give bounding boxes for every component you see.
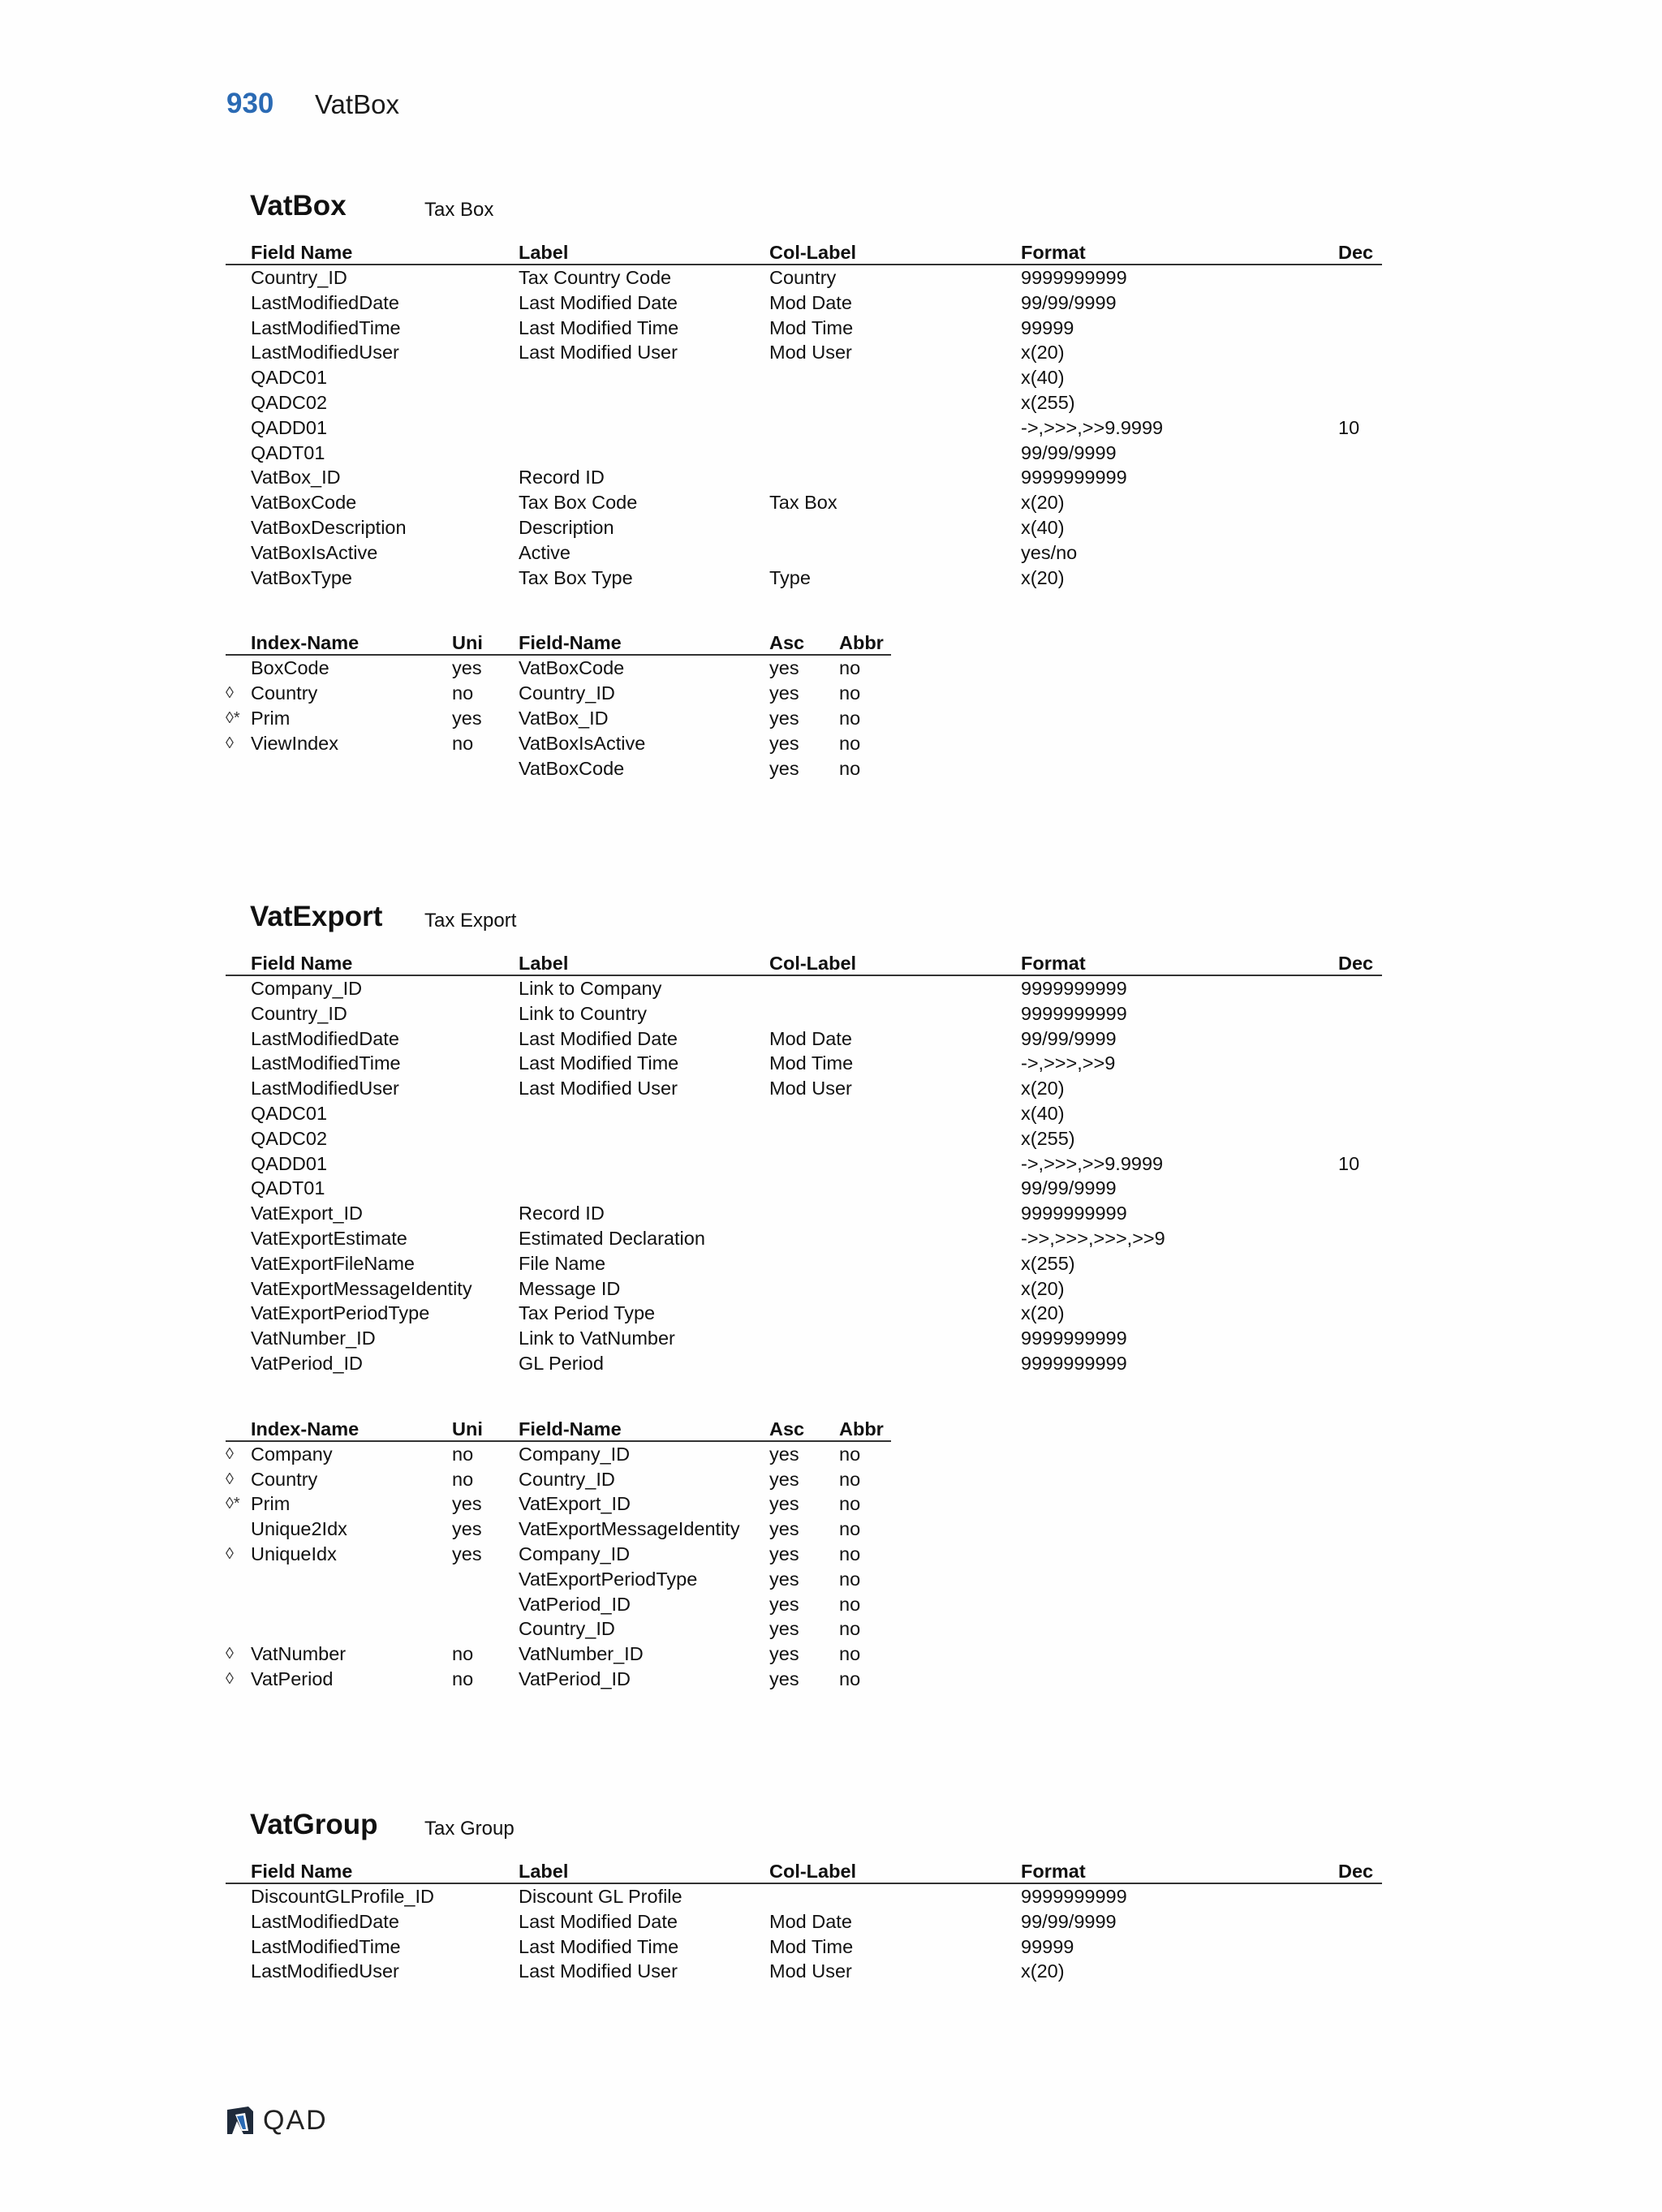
index-unique: yes [452, 1493, 482, 1515]
field-label: Last Modified Date [519, 1910, 678, 1932]
field-name: VatBoxType [251, 566, 352, 588]
field-row [226, 1151, 1382, 1177]
field-format: 99999 [1021, 1935, 1074, 1957]
index-column-header-asc: Asc [769, 632, 805, 654]
page-header-title: VatBox [315, 89, 399, 119]
field-row [226, 1001, 1382, 1026]
index-field-name: VatExportPeriodType [519, 1568, 698, 1590]
field-col-label: Mod Date [769, 1910, 852, 1932]
index-column-header-uni: Uni [452, 1418, 483, 1440]
table-description: Tax Box [424, 199, 494, 221]
index-field-name: VatBoxIsActive [519, 732, 646, 754]
index-row [226, 1442, 1382, 1467]
index-ascending: yes [769, 732, 799, 754]
field-label: Last Modified Date [519, 1027, 678, 1049]
field-name: QADC01 [251, 367, 328, 389]
index-column-header-field: Field-Name [519, 1418, 622, 1440]
field-row [226, 1126, 1382, 1151]
field-col-label: Tax Box [769, 492, 837, 514]
index-marker: ◊ [226, 1470, 234, 1488]
field-label: Link to VatNumber [519, 1328, 675, 1349]
field-name: LastModifiedUser [251, 1078, 399, 1100]
index-marker: ◊* [226, 708, 240, 727]
index-marker: ◊ [226, 1669, 234, 1688]
index-marker: ◊* [226, 1495, 240, 1513]
index-abbreviated: no [839, 1518, 861, 1540]
field-format: x(40) [1021, 516, 1065, 538]
field-label: Last Modified Time [519, 1935, 679, 1957]
field-row [226, 1884, 1382, 1909]
index-unique: no [452, 1443, 474, 1465]
table-name: VatExport [250, 901, 383, 932]
field-name: LastModifiedUser [251, 342, 399, 364]
field-row [226, 1934, 1382, 1960]
field-name: DiscountGLProfile_ID [251, 1886, 434, 1907]
field-row [226, 1959, 1382, 1984]
index-abbreviated: no [839, 1543, 861, 1564]
field-format: x(20) [1021, 1078, 1065, 1100]
field-col-label: Mod User [769, 342, 852, 364]
field-format: x(255) [1021, 1252, 1075, 1274]
column-header-dec: Dec [1338, 953, 1374, 974]
column-header-name: Field Name [251, 953, 353, 974]
index-field-name: Country_ID [519, 682, 615, 704]
index-table-header [226, 630, 891, 656]
field-row [226, 290, 1382, 316]
field-row [226, 566, 1382, 591]
index-ascending: yes [769, 1618, 799, 1640]
field-row [226, 1201, 1382, 1226]
qad-logo-icon [226, 2107, 255, 2134]
field-format: 9999999999 [1021, 1886, 1127, 1907]
column-header-col-label: Col-Label [769, 953, 857, 974]
index-ascending: yes [769, 657, 799, 679]
index-field-name: Company_ID [519, 1543, 631, 1564]
index-row [226, 731, 1382, 756]
field-row [226, 465, 1382, 490]
field-row [226, 1276, 1382, 1302]
index-name: Prim [251, 1493, 291, 1515]
index-abbreviated: no [839, 732, 861, 754]
index-row [226, 1491, 1382, 1517]
index-unique: no [452, 682, 474, 704]
field-label: Last Modified Date [519, 291, 678, 313]
index-name: VatNumber [251, 1643, 347, 1665]
field-format: 99/99/9999 [1021, 291, 1117, 313]
field-format: x(20) [1021, 342, 1065, 364]
index-field-name: VatExport_ID [519, 1493, 631, 1515]
field-format: 9999999999 [1021, 1002, 1127, 1024]
index-unique: yes [452, 1518, 482, 1540]
index-marker: ◊ [226, 734, 234, 752]
column-header-name: Field Name [251, 1861, 353, 1882]
field-format: x(20) [1021, 566, 1065, 588]
index-row [226, 1616, 1382, 1642]
field-label: Last Modified User [519, 1960, 678, 1982]
index-marker: ◊ [226, 1645, 234, 1663]
index-column-header-name: Index-Name [251, 1418, 360, 1440]
index-ascending: yes [769, 757, 799, 779]
column-header-dec: Dec [1338, 242, 1374, 263]
index-abbreviated: no [839, 1668, 861, 1689]
index-field-name: Country_ID [519, 1618, 615, 1640]
field-label: Tax Period Type [519, 1302, 656, 1324]
table-heading [226, 1809, 1382, 1859]
field-format: x(255) [1021, 391, 1075, 413]
field-name: QADC01 [251, 1102, 328, 1124]
index-abbreviated: no [839, 707, 861, 729]
column-header-col-label: Col-Label [769, 242, 857, 263]
field-label: Tax Box Type [519, 566, 633, 588]
index-row [226, 656, 1382, 681]
field-row [226, 1301, 1382, 1326]
index-name: Company [251, 1443, 333, 1465]
field-row [226, 365, 1382, 390]
field-format: 99/99/9999 [1021, 1177, 1117, 1199]
field-name: Company_ID [251, 978, 363, 999]
field-format: ->>,>>>,>>>,>>9 [1021, 1227, 1165, 1249]
index-name: BoxCode [251, 657, 329, 679]
field-name: LastModifiedUser [251, 1960, 399, 1982]
index-name: Prim [251, 707, 291, 729]
index-unique: no [452, 1668, 474, 1689]
field-name: VatBoxIsActive [251, 541, 378, 563]
field-format: x(20) [1021, 1302, 1065, 1324]
index-field-name: VatExportMessageIdentity [519, 1518, 740, 1540]
index-name: Unique2Idx [251, 1518, 347, 1540]
field-label: Link to Company [519, 978, 662, 999]
index-field-name: VatBox_ID [519, 707, 609, 729]
field-format: ->,>>>,>>9.9999 [1021, 416, 1164, 438]
field-format: ->,>>>,>>9.9999 [1021, 1152, 1164, 1174]
index-abbreviated: no [839, 1593, 861, 1615]
field-name: VatPeriod_ID [251, 1352, 364, 1374]
field-format: 99/99/9999 [1021, 1910, 1117, 1932]
index-row [226, 1567, 1382, 1592]
index-ascending: yes [769, 682, 799, 704]
field-name: VatBox_ID [251, 467, 341, 488]
field-name: QADT01 [251, 1177, 325, 1199]
index-table [226, 1417, 1382, 1692]
index-marker: ◊ [226, 1444, 234, 1463]
table-section [226, 1809, 1382, 1984]
field-format: 9999999999 [1021, 1352, 1127, 1374]
field-col-label: Type [769, 566, 811, 588]
field-name: LastModifiedTime [251, 1052, 401, 1074]
field-name: VatNumber_ID [251, 1328, 376, 1349]
index-ascending: yes [769, 1568, 799, 1590]
field-format: 9999999999 [1021, 267, 1127, 288]
field-row [226, 1076, 1382, 1101]
index-row [226, 681, 1382, 706]
index-ascending: yes [769, 1643, 799, 1665]
index-ascending: yes [769, 1518, 799, 1540]
field-col-label: Mod Time [769, 316, 854, 338]
field-row [226, 976, 1382, 1001]
page-number: 930 [226, 88, 274, 119]
field-row [226, 1051, 1382, 1076]
field-name: VatExportFileName [251, 1252, 415, 1274]
field-row [226, 340, 1382, 365]
field-format: x(20) [1021, 1277, 1065, 1299]
field-format: 99/99/9999 [1021, 441, 1117, 463]
field-row [226, 540, 1382, 566]
field-label: Last Modified Time [519, 1052, 679, 1074]
field-format: 99/99/9999 [1021, 1027, 1117, 1049]
table-description: Tax Export [424, 910, 517, 932]
column-header-format: Format [1021, 953, 1086, 974]
index-unique: no [452, 732, 474, 754]
field-format: x(40) [1021, 367, 1065, 389]
index-marker: ◊ [226, 684, 234, 703]
table-description: Tax Group [424, 1818, 515, 1840]
field-dec: 10 [1338, 416, 1360, 438]
field-name: LastModifiedDate [251, 1027, 399, 1049]
field-name: VatExportEstimate [251, 1227, 407, 1249]
field-label: Last Modified Time [519, 316, 679, 338]
field-row [226, 1909, 1382, 1934]
index-name: Country [251, 682, 318, 704]
index-abbreviated: no [839, 1643, 861, 1665]
index-unique: yes [452, 707, 482, 729]
index-name: ViewIndex [251, 732, 338, 754]
field-col-label: Mod Date [769, 1027, 852, 1049]
field-name: VatExportMessageIdentity [251, 1277, 472, 1299]
field-dec: 10 [1338, 1152, 1360, 1174]
index-unique: no [452, 1468, 474, 1490]
index-ascending: yes [769, 1593, 799, 1615]
field-format: x(255) [1021, 1127, 1075, 1149]
table-heading [226, 190, 1382, 240]
index-field-name: VatNumber_ID [519, 1643, 644, 1665]
field-table [226, 240, 1382, 590]
field-row [226, 441, 1382, 466]
field-format: 9999999999 [1021, 1203, 1127, 1224]
index-field-name: VatPeriod_ID [519, 1593, 631, 1615]
index-row [226, 756, 1382, 781]
index-column-header-uni: Uni [452, 632, 483, 654]
field-name: QADD01 [251, 1152, 328, 1174]
column-header-name: Field Name [251, 242, 353, 263]
field-label: Message ID [519, 1277, 621, 1299]
index-column-header-asc: Asc [769, 1418, 805, 1440]
field-label: Discount GL Profile [519, 1886, 682, 1907]
index-field-name: VatBoxCode [519, 757, 625, 779]
index-name: UniqueIdx [251, 1543, 337, 1564]
field-table-header [226, 1859, 1382, 1884]
qad-logo-text: QAD [263, 2105, 328, 2136]
field-row [226, 1226, 1382, 1251]
field-label: File Name [519, 1252, 606, 1274]
field-format: x(40) [1021, 1102, 1065, 1124]
index-ascending: yes [769, 1668, 799, 1689]
index-name: VatPeriod [251, 1668, 334, 1689]
field-name: Country_ID [251, 267, 347, 288]
field-row [226, 490, 1382, 515]
field-format: 9999999999 [1021, 467, 1127, 488]
field-format: x(20) [1021, 492, 1065, 514]
table-section [226, 190, 1382, 781]
index-column-header-name: Index-Name [251, 632, 360, 654]
index-ascending: yes [769, 707, 799, 729]
field-row [226, 415, 1382, 441]
field-format: 9999999999 [1021, 978, 1127, 999]
index-ascending: yes [769, 1493, 799, 1515]
field-name: Country_ID [251, 1002, 347, 1024]
field-name: VatBoxCode [251, 492, 357, 514]
field-table [226, 951, 1382, 1376]
column-header-col-label: Col-Label [769, 1861, 857, 1882]
index-table-header [226, 1417, 891, 1442]
field-col-label: Mod User [769, 1960, 852, 1982]
table-name: VatGroup [250, 1809, 378, 1840]
table-name: VatBox [250, 190, 347, 222]
index-abbreviated: no [839, 757, 861, 779]
field-row [226, 1326, 1382, 1351]
field-label: GL Period [519, 1352, 604, 1374]
field-format: x(20) [1021, 1960, 1065, 1982]
index-table [226, 630, 1382, 781]
field-col-label: Mod Time [769, 1935, 854, 1957]
column-header-dec: Dec [1338, 1861, 1374, 1882]
index-row [226, 1642, 1382, 1667]
column-header-format: Format [1021, 1861, 1086, 1882]
index-row [226, 1542, 1382, 1567]
field-label: Last Modified User [519, 342, 678, 364]
field-label: Link to Country [519, 1002, 648, 1024]
index-abbreviated: no [839, 657, 861, 679]
field-row [226, 1351, 1382, 1376]
index-ascending: yes [769, 1543, 799, 1564]
field-label: Tax Country Code [519, 267, 672, 288]
index-field-name: Company_ID [519, 1443, 631, 1465]
index-row [226, 1667, 1382, 1692]
field-name: LastModifiedDate [251, 291, 399, 313]
index-unique: no [452, 1643, 474, 1665]
field-format: ->,>>>,>>9 [1021, 1052, 1116, 1074]
index-column-header-abbr: Abbr [839, 632, 884, 654]
index-ascending: yes [769, 1468, 799, 1490]
index-field-name: VatPeriod_ID [519, 1668, 631, 1689]
field-format: yes/no [1021, 541, 1078, 563]
field-label: Tax Box Code [519, 492, 638, 514]
table-section [226, 901, 1382, 1692]
field-row [226, 1251, 1382, 1276]
field-col-label: Mod Time [769, 1052, 854, 1074]
index-row [226, 1467, 1382, 1492]
field-row [226, 265, 1382, 290]
index-field-name: VatBoxCode [519, 657, 625, 679]
field-row [226, 390, 1382, 415]
field-format: 99999 [1021, 316, 1074, 338]
field-table-header [226, 951, 1382, 976]
index-abbreviated: no [839, 1568, 861, 1590]
field-name: QADT01 [251, 441, 325, 463]
field-name: LastModifiedDate [251, 1910, 399, 1932]
field-col-label: Mod User [769, 1078, 852, 1100]
index-field-name: Country_ID [519, 1468, 615, 1490]
index-abbreviated: no [839, 682, 861, 704]
field-format: 9999999999 [1021, 1328, 1127, 1349]
field-col-label: Mod Date [769, 291, 852, 313]
field-row [226, 515, 1382, 540]
index-row [226, 1517, 1382, 1542]
field-row [226, 316, 1382, 341]
field-name: QADD01 [251, 416, 328, 438]
column-header-label: Label [519, 953, 569, 974]
index-name: Country [251, 1468, 318, 1490]
field-col-label: Country [769, 267, 837, 288]
field-label: Active [519, 541, 571, 563]
field-name: VatExportPeriodType [251, 1302, 430, 1324]
field-row [226, 1026, 1382, 1052]
field-label: Record ID [519, 1203, 605, 1224]
index-row [226, 706, 1382, 731]
field-name: LastModifiedTime [251, 1935, 401, 1957]
field-table-header [226, 240, 1382, 265]
index-marker: ◊ [226, 1544, 234, 1563]
column-header-format: Format [1021, 242, 1086, 263]
field-label: Estimated Declaration [519, 1227, 705, 1249]
index-unique: yes [452, 657, 482, 679]
index-ascending: yes [769, 1443, 799, 1465]
field-label: Description [519, 516, 614, 538]
field-name: VatBoxDescription [251, 516, 407, 538]
field-row [226, 1176, 1382, 1201]
index-column-header-field: Field-Name [519, 632, 622, 654]
index-unique: yes [452, 1543, 482, 1564]
field-name: QADC02 [251, 391, 328, 413]
column-header-label: Label [519, 242, 569, 263]
field-row [226, 1101, 1382, 1126]
index-abbreviated: no [839, 1443, 861, 1465]
column-header-label: Label [519, 1861, 569, 1882]
index-row [226, 1592, 1382, 1617]
field-name: VatExport_ID [251, 1203, 364, 1224]
field-label: Last Modified User [519, 1078, 678, 1100]
index-abbreviated: no [839, 1618, 861, 1640]
field-name: QADC02 [251, 1127, 328, 1149]
field-label: Record ID [519, 467, 605, 488]
index-column-header-abbr: Abbr [839, 1418, 884, 1440]
field-table [226, 1859, 1382, 1984]
field-name: LastModifiedTime [251, 316, 401, 338]
index-abbreviated: no [839, 1493, 861, 1515]
index-abbreviated: no [839, 1468, 861, 1490]
table-heading [226, 901, 1382, 951]
